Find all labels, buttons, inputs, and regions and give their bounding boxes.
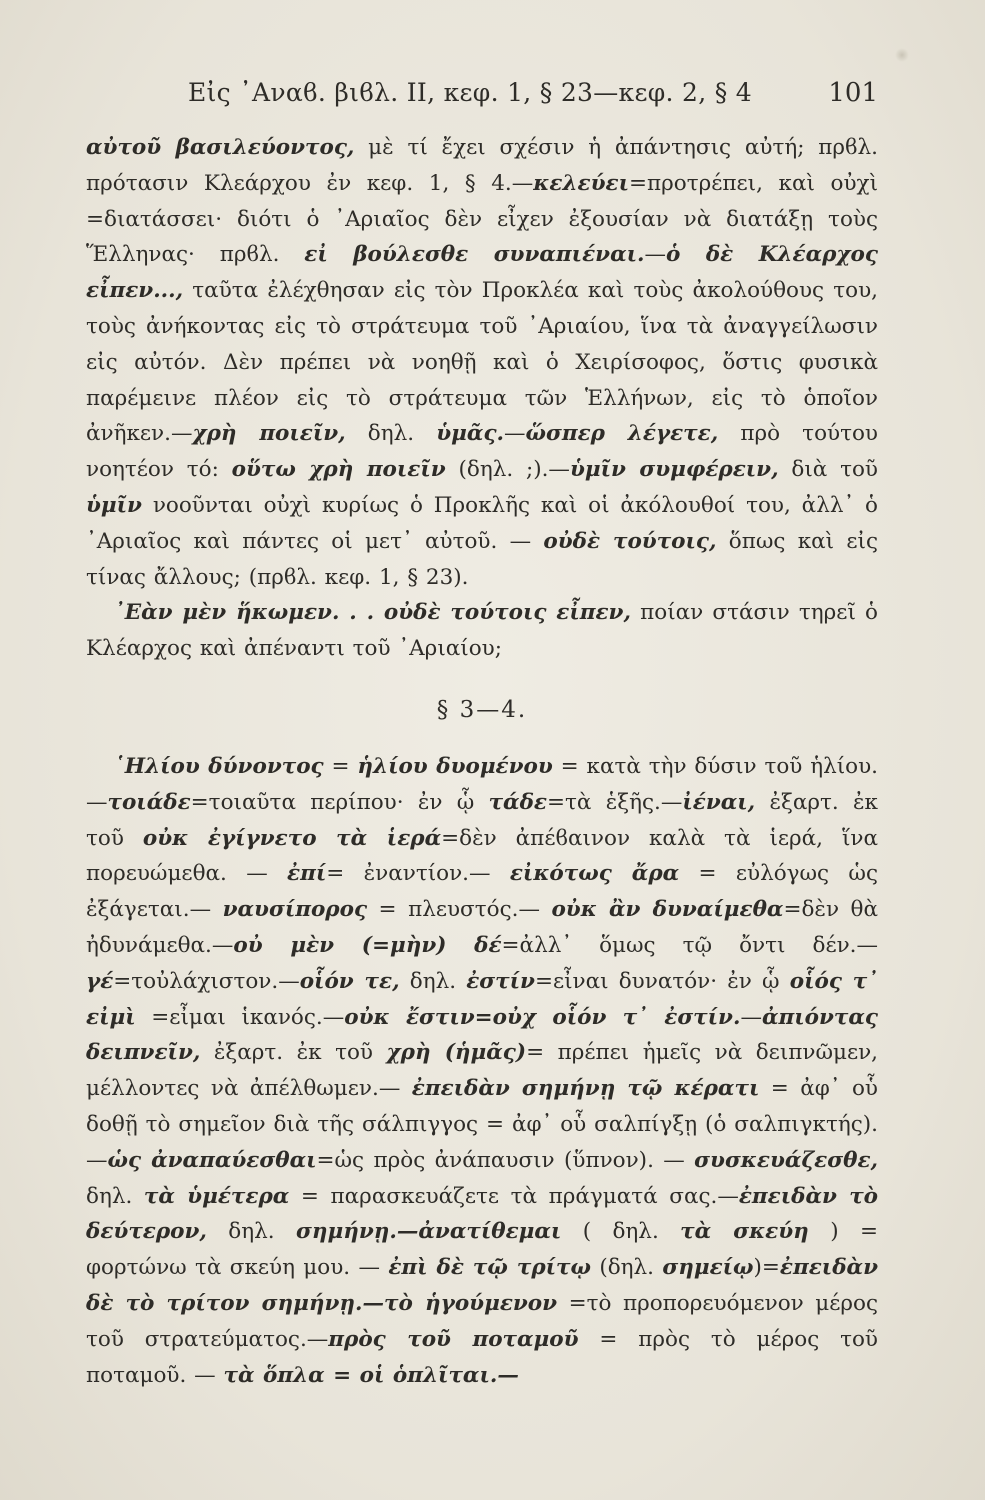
gloss: — (740, 1004, 762, 1030)
lemma: τοιάδε (107, 789, 191, 815)
gloss: )= (753, 1255, 780, 1281)
gloss: ποίαν στάσιν τηρεῖ ὁ Κλέαρχος καὶ ἀπέναντι τοῦ ᾿Αριαίου; (86, 600, 879, 662)
paragraph-3 (86, 749, 878, 1393)
lemma: ἐπί (287, 861, 327, 887)
lemma: οὕτω χρὴ ποιεῖν (231, 457, 446, 483)
gloss: =ὡς πρὸς ἀνάπαυσιν (ὕπνον). — (316, 1147, 695, 1173)
gloss: =τὸ προπορευόμενον μέρος τοῦ στρατεύματος.— (86, 1290, 878, 1352)
lemma: ἐπειδὰν σημήνῃ τῷ κέρατι (411, 1076, 760, 1102)
lemma: σημείῳ (662, 1255, 754, 1281)
paragraph-2 (86, 595, 878, 667)
gloss: μὲ τί ἔχει σχέσιν ἡ ἀπάντησις αὐτή; πρϐλ. πρότασιν Κλεάρχου ἐν κεφ. 1, § 4.— (86, 135, 878, 196)
gloss: ὅπως καὶ εἰς τίνας ἄλλους; (πρϐλ. κεφ. 1, § 23). (86, 528, 878, 590)
gloss: =τὰ ἑξῆς.— (546, 789, 683, 815)
lemma: οἷός τ᾿ εἰμὶ (86, 968, 878, 1030)
lemma: ὑμῖν (86, 492, 142, 518)
lemma: οὐκ ἂν δυναίμεθα (551, 897, 784, 923)
gloss: =δὲν θὰ ἠδυνάμεθα.— (86, 897, 878, 958)
gloss: =ἀλλ᾿ ὅμως τῷ ὄντι δέν.— (501, 932, 878, 958)
lemma: ἐπειδὰν τὸ δεύτερον, (86, 1183, 879, 1245)
lemma: κελεύει (533, 170, 630, 196)
lemma: οὐ μὲν (=μὴν) δέ (233, 932, 502, 958)
running-head: Εἰς ᾿Αναϐ. βιϐλ. ΙΙ, κεφ. 1, § 23—κεφ. 2, § 4 (188, 78, 752, 107)
gloss: ) = φορτώνω τὰ σκεύη μου. — (86, 1219, 878, 1281)
lemma: ὑμᾶς. (436, 421, 505, 447)
gloss: = εὐλόγως ὡς ἐξάγεται.— (86, 861, 878, 923)
lemma: αὐτοῦ βασιλεύοντος, (86, 135, 355, 160)
gloss: =τοὐλάχιστον.— (113, 968, 300, 994)
lemma: τὰ ὅπλα = οἱ ὁπλῖται.— (223, 1362, 519, 1388)
lemma: τάδε (488, 789, 547, 815)
gloss: ἐξαρτ. ἐκ τοῦ (86, 789, 878, 851)
gloss: δηλ. (206, 1219, 296, 1245)
gloss: — (504, 421, 526, 447)
lemma: ἐστίν (466, 968, 535, 994)
gloss: = (323, 753, 358, 779)
lemma: οὐδὲ τούτοις, (543, 528, 717, 554)
lemma: τὰ ὑμέτερα (143, 1183, 290, 1209)
gloss: =εἶμαι ἱκανός.— (135, 1004, 345, 1030)
gloss: (δηλ. ;).— (445, 457, 570, 483)
gloss: (δηλ. (590, 1255, 663, 1281)
gloss: =εἶναι δυνατόν· ἐν ᾧ (534, 968, 790, 994)
gloss: πρὸ τούτου νοητέον τό: (86, 421, 878, 483)
gloss: δηλ. (399, 968, 467, 994)
section-heading: § 3—4. (436, 696, 528, 723)
gloss: νοοῦνται οὐχὶ κυρίως ὁ Προκλῆς καὶ οἱ ἀκόλουθοί του, ἀλλ᾿ ὁ ᾿Αριαῖος καὶ πάντες οἱ μετ᾿ αὐτοῦ. — (86, 492, 878, 554)
lemma: ὁ δὲ Κλέαρχος εἶπεν..., (86, 242, 878, 304)
commentary-text (86, 130, 878, 1393)
lemma: ἰέναι, (682, 789, 756, 815)
lemma: πρὸς τοῦ ποταμοῦ (328, 1326, 579, 1352)
lemma: ὥσπερ λέγετε, (525, 421, 719, 447)
gloss: — (644, 242, 666, 268)
lemma: χρὴ ποιεῖν, (192, 421, 346, 447)
gloss: δηλ. (86, 1183, 144, 1209)
lemma: ἀπιόντας δειπνεῖν, (86, 1004, 878, 1066)
lemma: ὑμῖν συμφέρειν, (569, 457, 779, 483)
gloss: ἐξαρτ. ἐκ τοῦ (200, 1040, 387, 1066)
paragraph-1 (86, 130, 878, 595)
lemma: τὰ σκεύη (680, 1219, 809, 1245)
gloss: = κατὰ τὴν δύσιν τοῦ ἡλίου.— (86, 753, 879, 815)
lemma: ᾿Εὰν μὲν ἥκωμεν. . . οὐδὲ τούτοις εἶπεν, (114, 600, 631, 626)
gloss: ταῦτα ἐλέχθησαν εἰς τὸν Προκλέα καὶ τοὺς ἀκολούθους του, τοὺς ἀνήκοντας εἰς τὸ στράτευμα τοῦ ᾿Αριαίου, ἵνα τὰ ἀναγγείλωσιν εἰς αὐτόν. Δὲν πρέπει νὰ νοηθῇ καὶ ὁ Χειρίσοφος, ὅστις φυσικὰ παρέμεινε πλέον εἰς τὸ στράτευμα τῶν Ἑλλήνων, εἰς τὸ ὁποῖον ἀνῆκεν.— (86, 278, 878, 447)
gloss: = πρέπει ἡμεῖς νὰ δειπνῶμεν, μέλλοντες νὰ ἀπέλθωμεν.— (86, 1040, 878, 1102)
gloss: = πλευστός.— (367, 897, 552, 923)
gloss: = πρὸς τὸ μέρος τοῦ ποταμοῦ. — (86, 1326, 879, 1388)
gloss: ( δηλ. (561, 1219, 681, 1245)
gloss: =δὲν ἀπέϐαινον καλὰ τὰ ἱερά, ἵνα πορευώμεθα. — (86, 825, 878, 887)
gloss: = παρασκευάζετε τὰ πράγματά σας.— (289, 1183, 739, 1209)
paper-blemish (895, 48, 909, 62)
lemma: εἰ βούλεσθε συναπιέναι. (304, 242, 645, 268)
lemma: σημήνῃ.—ἀνατίθεμαι (295, 1219, 562, 1245)
gloss: =προτρέπει, καὶ οὐχὶ =διατάσσει· διότι ὁ ᾿Αριαῖος δὲν εἶχεν ἐξουσίαν νὰ διατάξῃ τοὺς Ἕλληνας· πρϐλ. (86, 170, 879, 268)
lemma: ὡς ἀναπαύεσθαι (107, 1147, 317, 1173)
gloss: = ἐναντίον.— (326, 861, 510, 887)
lemma: γέ (86, 968, 114, 994)
gloss: =τοιαῦτα περίπου· ἐν ᾧ (190, 789, 489, 815)
lemma: ἡλίου δυομένου (357, 753, 553, 779)
lemma: συσκευάζεσθε, (694, 1147, 878, 1173)
page-header (88, 78, 878, 118)
gloss: διὰ τοῦ (778, 457, 878, 483)
page-number: 101 (828, 78, 878, 108)
lemma: ἐπειδὰν δὲ τὸ τρίτον σημήνῃ.—τὸ ἡγούμενον (86, 1255, 879, 1316)
lemma: οἷόν τε, (299, 968, 400, 994)
lemma: ἐπὶ δὲ τῷ τρίτῳ (388, 1255, 591, 1281)
lemma: ναυσίπορος (222, 897, 368, 923)
gloss: δηλ. (345, 421, 437, 447)
lemma: ῾Ηλίου δύνοντος (114, 753, 324, 779)
lemma: χρὴ (ἡμᾶς) (386, 1040, 527, 1066)
lemma: οὐκ ἐγίγνετο τὰ ἱερά (142, 825, 442, 851)
gloss: = ἀφ᾿ οὗ δοθῇ τὸ σημεῖον διὰ τῆς σάλπιγγος = ἀφ᾿ οὗ σαλπίγξῃ (ὁ σαλπιγκτής).— (86, 1076, 879, 1173)
lemma: οὐκ ἔστιν=οὐχ οἷόν τ᾿ ἐστίν. (344, 1004, 741, 1030)
lemma: εἰκότως ἄρα (509, 861, 680, 887)
